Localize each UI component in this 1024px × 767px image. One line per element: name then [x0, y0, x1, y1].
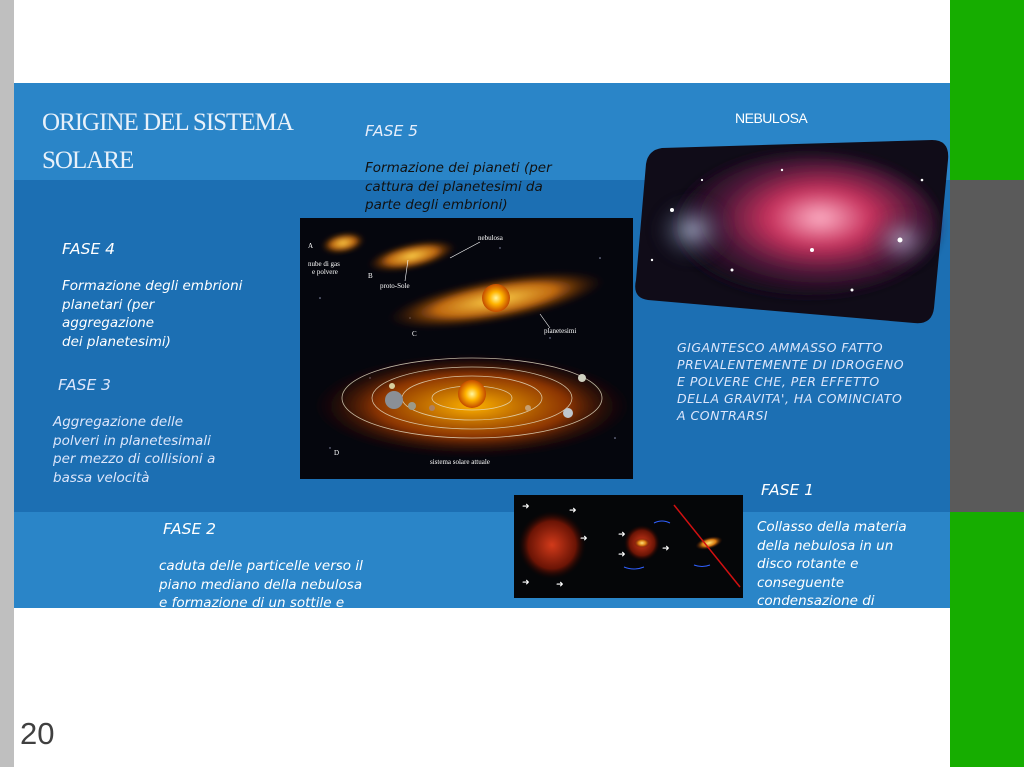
svg-text:➜: ➜	[662, 544, 670, 554]
svg-text:➜: ➜	[569, 506, 577, 516]
diagram-label-polvere: e polvere	[312, 268, 338, 276]
phase-4-heading: FASE 4	[62, 239, 116, 258]
diagram-label-proto-sole: proto-Sole	[380, 282, 410, 290]
diagram-label-nebulosa: nebulosa	[478, 234, 503, 242]
diagram-label-planetesimi: planetesimi	[544, 327, 577, 335]
solar-system-formation-image	[300, 218, 633, 479]
phase-2-heading: FASE 2	[163, 519, 217, 538]
svg-text:➜: ➜	[618, 550, 626, 560]
svg-text:➜: ➜	[580, 534, 588, 544]
diagram-label-sistema: sistema solare attuale	[430, 458, 490, 466]
phase-5-text: Formazione dei pianeti (per cattura dei planetesimi da parte degli embrioni)	[365, 160, 552, 213]
svg-text:➜: ➜	[618, 530, 626, 540]
nebula-label: NEBULOSA	[735, 110, 808, 126]
diagram-label-d: D	[334, 449, 340, 457]
diagram-label-nube: nube di gas	[308, 260, 340, 268]
svg-text:➜: ➜	[522, 502, 530, 512]
right-accent-gray	[950, 180, 1024, 512]
phase-3-text: Aggregazione delle polveri in planetesimali per mezzo di collisioni a bassa velocità	[53, 414, 216, 486]
phase-2-text: caduta delle particelle verso il piano mediano della nebulosa e formazione di un sottile e denso disco di polveri.	[159, 558, 363, 630]
phase-5-heading: FASE 5	[365, 121, 419, 140]
diagram-label-a: A	[308, 242, 314, 250]
left-accent-bar	[0, 0, 14, 767]
phase-5-block	[365, 102, 625, 215]
page-number: 20	[20, 716, 55, 751]
slide-title: ORIGINE DEL SISTEMA SOLARE	[42, 109, 292, 174]
phase-3-block	[53, 356, 283, 487]
nebula-image	[632, 140, 950, 325]
phase-1-block	[757, 461, 927, 629]
nebula-description: GIGANTESCO AMMASSO FATTO PREVALENTEMENTE DI IDROGENO E POLVERE CHE, PER EFFETTO DELLA GRAVITA', HA COMINCIATO A CONTRARSI	[677, 340, 905, 423]
phase-3-heading: FASE 3	[58, 375, 112, 394]
diagram-label-c: C	[412, 330, 417, 338]
phase-1-heading: FASE 1	[761, 480, 815, 499]
phase-1-text: Collasso della materia della nebulosa in un disco rotante e conseguente condensazione di piccole particelle	[757, 519, 907, 628]
svg-text:➜: ➜	[556, 580, 564, 590]
nebula-collapse-image	[514, 495, 743, 598]
phase-2-block	[159, 500, 399, 631]
phase-4-block	[62, 220, 292, 351]
diagram-label-b: B	[368, 272, 373, 280]
phase-4-text: Formazione degli embrioni planetari (per aggregazione dei planetesimi)	[62, 278, 243, 350]
svg-text:➜: ➜	[522, 578, 530, 588]
